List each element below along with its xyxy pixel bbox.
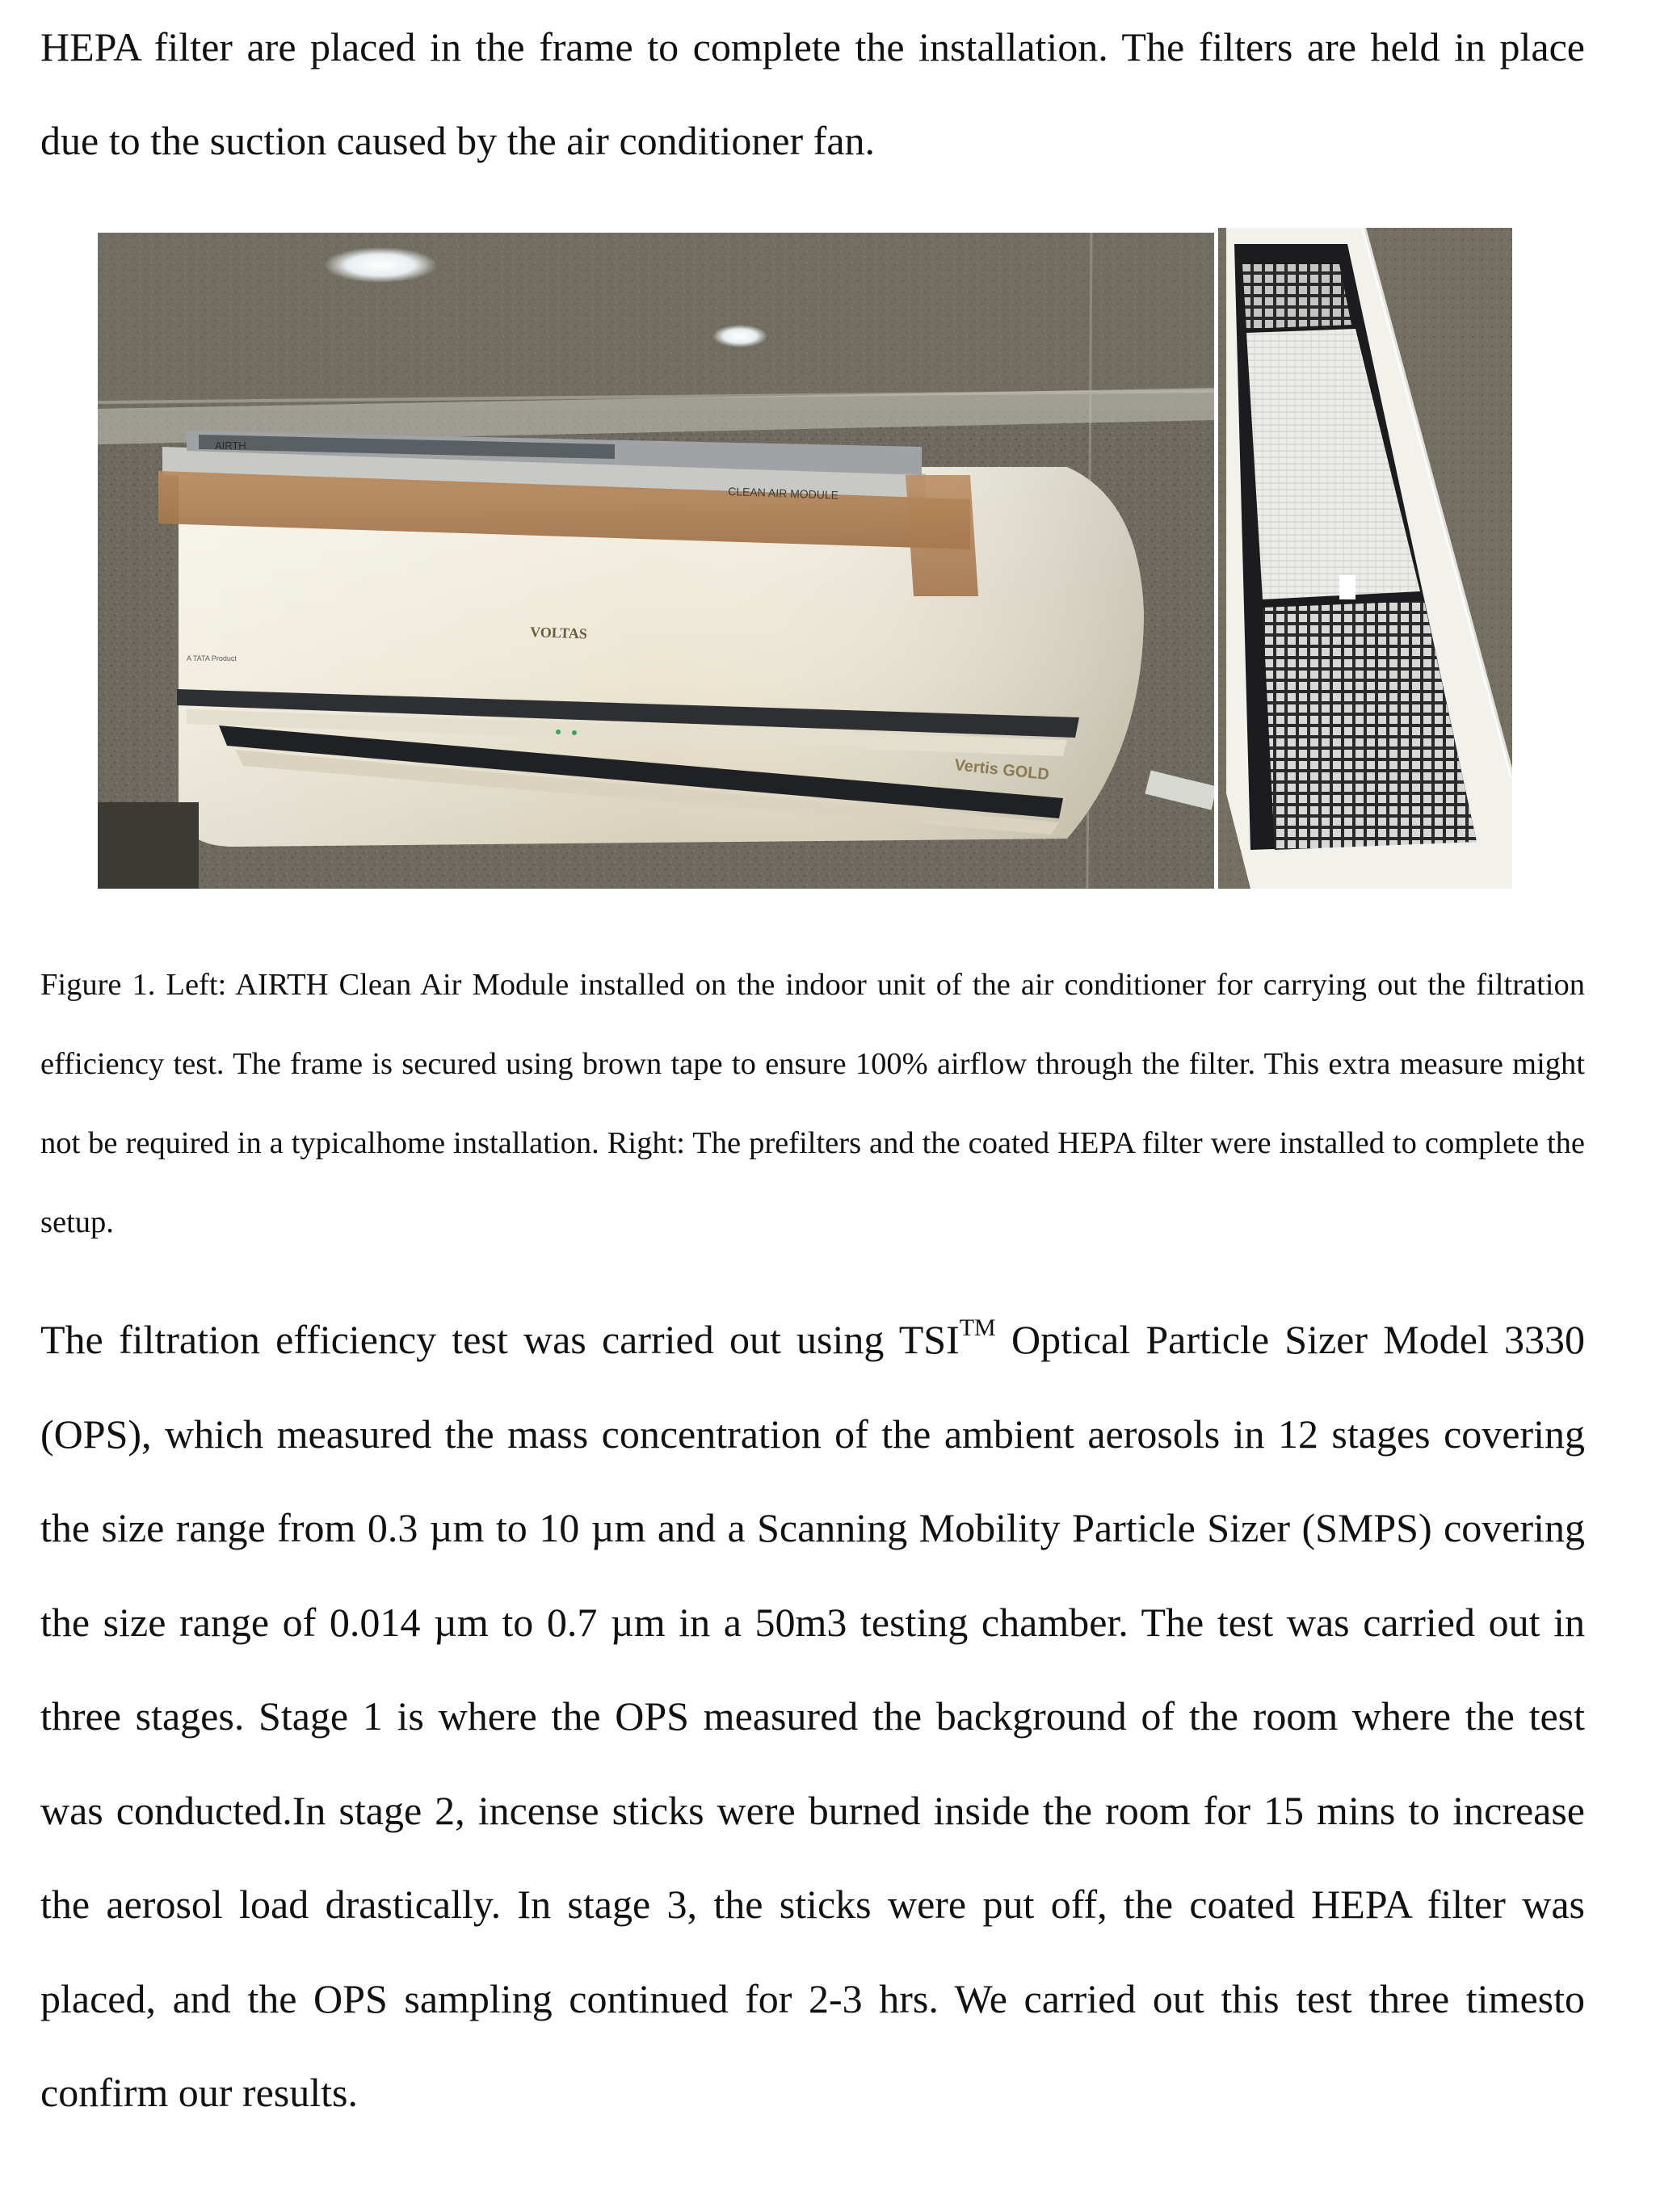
figure-caption: Figure 1. Left: AIRTH Clean Air Module installed on the indoor unit of the air conditioner for carrying out the filtration efficiency test. The frame is secured using brown tape to ensure 100% airflow through the filter. This extra measure might not be required in a typicalhome installation. Right: The prefilters and the coated HEPA filter were installed to complete the setup. — [40, 968, 1585, 1239]
ac-brand-logo: VOLTAS — [529, 624, 588, 642]
body-text-part2: Optical Particle Sizer Model 3330 (OPS), which measured the mass concentration of the ambient aerosols in 12 stages covering the size range from 0.3 µm to 10 µm and a Scanning Mobility Particle Sizer (SMPS) covering the size range of 0.014 µm to 0.7 µm in a 50m3 testing chamber. The test was carried out in three stages. Stage 1 is where the OPS measured the background of the room where the test was conducted.In stage 2, incense sticks were burned inside the room for 15 mins to increase the aerosol load drastically. In stage 3, the sticks were put off, the coated HEPA filter was placed, and the OPS sampling continued for 2-3 hrs. We carried out this test three timesto confirm our results. — [40, 1317, 1586, 2115]
module-name-label: CLEAN AIR MODULE — [727, 485, 839, 502]
intro-paragraph: HEPA filter are placed in the frame to complete the installation. The filters are held in place due to the suction caused by the air conditioner fan. — [40, 24, 1585, 163]
body-text-part1: The filtration efficiency test was carried out using TSI — [40, 1317, 960, 1362]
trademark-superscript: TM — [959, 1314, 996, 1342]
body-paragraph — [40, 1293, 1585, 2140]
module-brand-label: AIRTH — [215, 439, 246, 452]
figure-left-photo — [98, 233, 1214, 889]
ac-sub-label: A TATA Product — [187, 654, 237, 662]
ac-model-label: Vertis GOLD — [953, 756, 1050, 784]
figure-right-photo — [1218, 228, 1512, 889]
